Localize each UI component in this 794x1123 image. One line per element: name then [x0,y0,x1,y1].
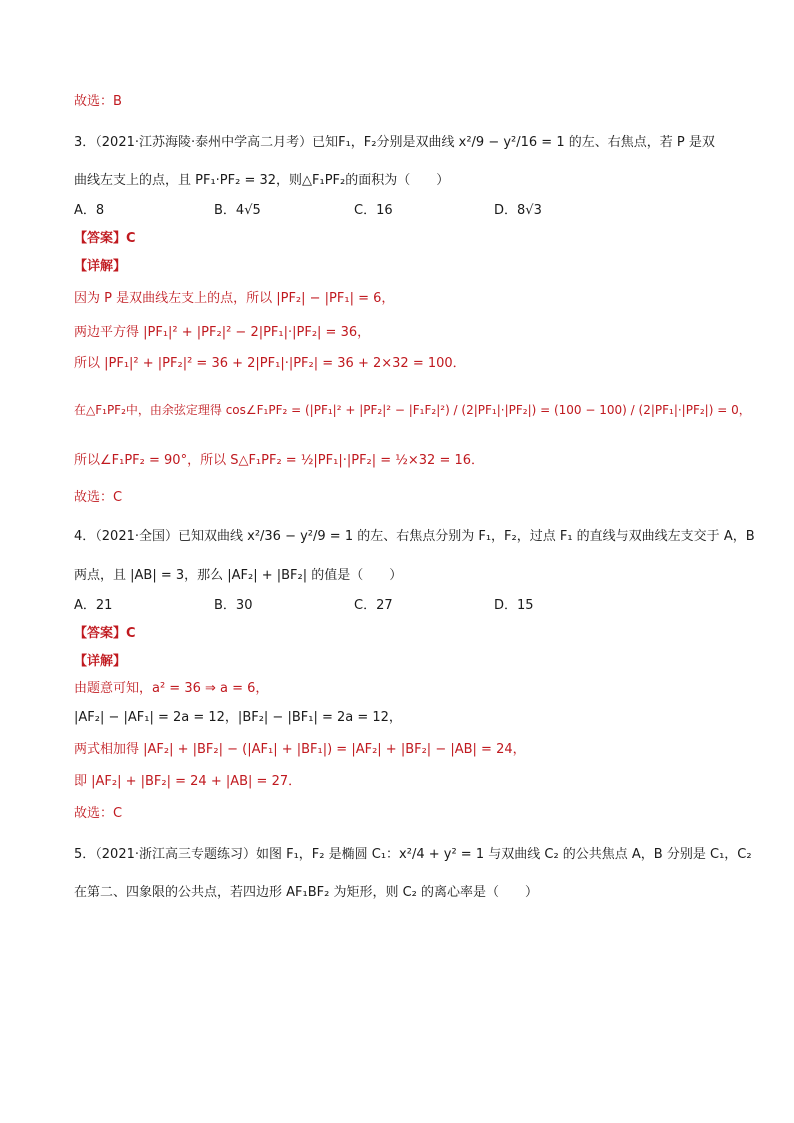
q4-step-4: 即 |AF₂| + |BF₂| = 24 + |AB| = 27． [74,774,302,789]
q4-stem-line-2: 两点，且 |AB| = 3，那么 |AF₂| + |BF₂| 的值是（ ） [74,568,403,583]
q5-stem-line-2: 在第二、四象限的公共点，若四边形 AF₁BF₂ 为矩形，则 C₂ 的离心率是（ ） [74,885,539,900]
q4-option-a: A．21 [74,598,113,613]
q3-option-b: B．4√5 [214,203,261,218]
q3-stem-line-1: 3．（2021·江苏海陵·泰州中学高二月考）已知F₁，F₂分别是双曲线 x²/9 − y²/16 = 1 的左、右焦点，若 P 是双 [74,135,715,150]
q4-step-1: 由题意可知，a² = 36 ⇒ a = 6， [74,681,269,696]
q4-answer: 【答案】C [74,626,136,641]
q3-options [74,201,734,221]
q4-option-c: C．27 [354,598,393,613]
q3-stem-line-2: 曲线左支上的点，且 PF₁·PF₂ = 32，则△F₁PF₂的面积为（ ） [74,173,450,188]
q4-step-2: |AF₂| − |AF₁| = 2a = 12，|BF₂| − |BF₁| = 2a = 12， [74,710,402,725]
q3-step-3: 所以 |PF₁|² + |PF₂|² = 36 + 2|PF₁|·|PF₂| = 36 + 2×32 = 100． [74,356,466,371]
q4-option-b: B．30 [214,598,253,613]
q3-detail-label: 【详解】 [74,259,127,274]
q3-step-4: 在△F₁PF₂中，由余弦定理得 cos∠F₁PF₂ = (|PF₁|² + |PF₂|² − |F₁F₂|²) / (2|PF₁|·|PF₂|) = (100 − 100) / (2|PF₁|·|PF₂|) = 0， [74,403,751,417]
q3-step-1: 因为 P 是双曲线左支上的点，所以 |PF₂| − |PF₁| = 6， [74,291,395,306]
q4-stem-line-1: 4．（2021·全国）已知双曲线 x²/36 − y²/9 = 1 的左、右焦点分别为 F₁，F₂，过点 F₁ 的直线与双曲线左支交于 A，B [74,529,755,544]
q3-step-5: 所以∠F₁PF₂ = 90°，所以 S△F₁PF₂ = ½|PF₁|·|PF₂| = ½×32 = 16． [74,453,485,468]
q2-conclusion: 故选：B [74,94,122,109]
q4-detail-label: 【详解】 [74,654,127,669]
q3-answer: 【答案】C [74,231,136,246]
q3-option-d: D．8√3 [494,203,542,218]
q3-step-2: 两边平方得 |PF₁|² + |PF₂|² − 2|PF₁|·|PF₂| = 36， [74,325,371,340]
q3-conclusion: 故选：C [74,490,123,505]
q3-option-a: A．8 [74,203,105,218]
q4-step-3: 两式相加得 |AF₂| + |BF₂| − (|AF₁| + |BF₁|) = |AF₂| + |BF₂| − |AB| = 24， [74,742,526,757]
q5-stem-line-1: 5．（2021·浙江高三专题练习）如图 F₁，F₂ 是椭圆 C₁：x²/4 + y² = 1 与双曲线 C₂ 的公共焦点 A，B 分别是 C₁，C₂ [74,847,752,862]
q3-option-c: C．16 [354,203,393,218]
q4-option-d: D．15 [494,598,534,613]
q4-options [74,596,734,616]
q4-conclusion: 故选：C [74,806,123,821]
